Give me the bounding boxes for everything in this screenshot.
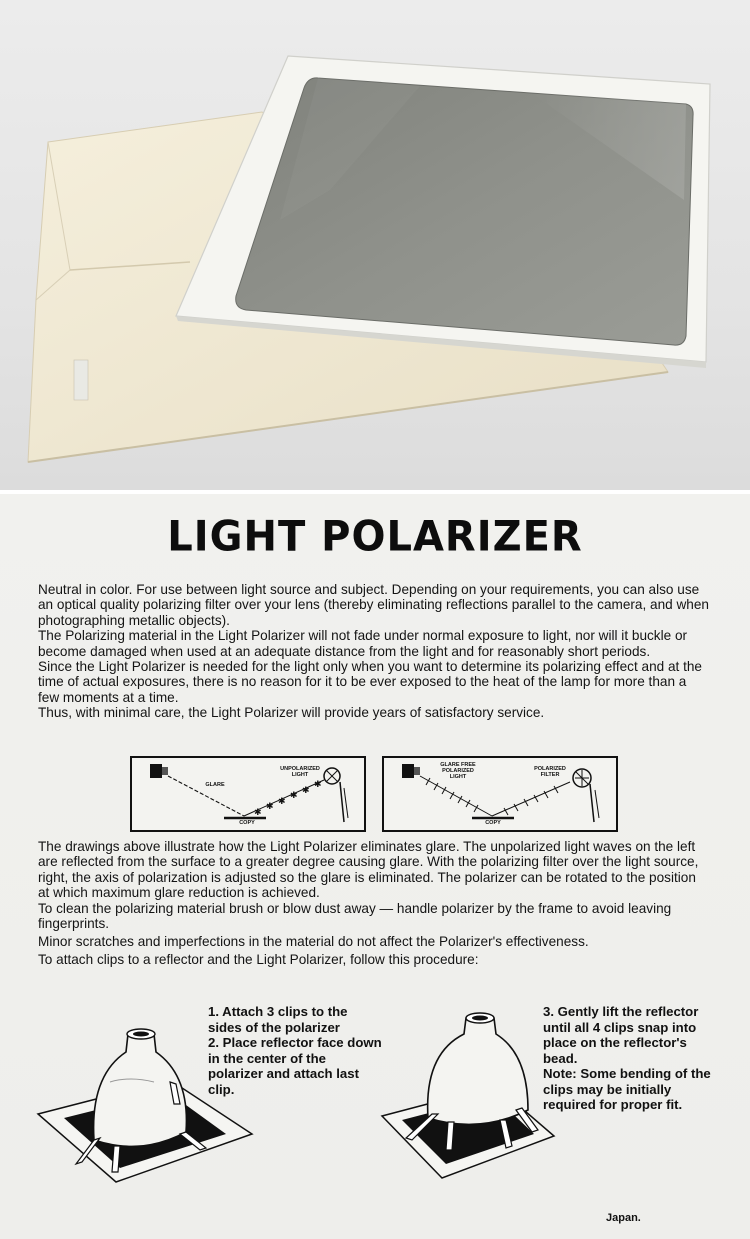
intro-text (38, 582, 710, 721)
glare-free-label: GLARE FREE POLARIZED LIGHT (440, 762, 476, 780)
body-paragraph: To clean the polarizing material brush or blow dust away — handle polarizer by the frame to avoid leaving fingerprints. (38, 900, 672, 932)
origin-label: Japan. (606, 1212, 641, 1224)
step-3: 3. Gently lift the reflector until all 4 clips snap into place on the reflector's bead. (543, 1004, 699, 1066)
camera-lens-icon (414, 767, 420, 775)
intro-paragraph: Thus, with minimal care, the Light Polarizer will provide years of satisfactory service. (38, 705, 545, 721)
intro-paragraph: Neutral in color. For use between light source and subject. Depending on your requirements, you can also use an optical quality polarizing filter over your lens (thereby eliminating reflections parallel to the camera, and when photographing metallic objects). (38, 582, 709, 628)
step-1: 1. Attach 3 clips to the sides of the polarizer (208, 1004, 348, 1035)
svg-text:✱: ✱ (302, 786, 310, 796)
glare-diagram (130, 756, 366, 832)
svg-text:✱: ✱ (266, 802, 274, 812)
camera-icon (402, 764, 414, 778)
product-photo (0, 0, 750, 490)
polarized-diagram (382, 756, 618, 832)
body-paragraph: Minor scratches and imperfections in the material do not affect the Polarizer's effectiveness. (38, 934, 589, 950)
intro-paragraph: Since the Light Polarizer is needed for the light only when you want to determine its polarizing effect and at the time of actual exposures, there is no reason for it to be ever exposed to the heat of the lamp for more than a few moments at a time. (38, 659, 702, 705)
step-2: 2. Place reflector face down in the center of the polarizer and attach last clip. (208, 1035, 382, 1097)
instruction-sheet (0, 494, 750, 1239)
body-paragraph: To attach clips to a reflector and the Light Polarizer, follow this procedure: (38, 951, 479, 967)
svg-text:✱: ✱ (278, 797, 286, 807)
svg-text:✱: ✱ (290, 791, 298, 801)
svg-text:✱: ✱ (314, 780, 322, 790)
camera-lens-icon (162, 767, 168, 775)
sheet-title: LIGHT POLARIZER (167, 512, 583, 562)
camera-icon (150, 764, 162, 778)
reflector-snap-illustration (378, 1010, 558, 1185)
copy-label: COPY (485, 820, 501, 826)
polarized-wave-marks (426, 778, 558, 815)
polarizer-photo-illustration (0, 0, 750, 490)
svg-text:✱: ✱ (254, 808, 262, 818)
intro-paragraph: The Polarizing material in the Light Polarizer will not fade under normal exposure to light, nor will it buckle or become damaged when used at an adequate distance from the light and for reasonably short periods. (38, 628, 688, 659)
steps-left (208, 1004, 383, 1097)
body-text (38, 839, 710, 967)
copy-label: COPY (239, 820, 255, 826)
steps-right (543, 1004, 713, 1113)
body-paragraph: The drawings above illustrate how the Light Polarizer eliminates glare. The unpolarized light waves on the left are reflected from the surface to a greater degree causing glare. With the polarizing filter over the light source, right, the axis of polarization is adjusted so the glare is eliminated. The polarizer can be rotated to the position at which maximum glare reduction is achieved. (38, 839, 699, 901)
glare-label: GLARE (205, 782, 225, 788)
polarizer-frame (176, 56, 710, 368)
polarized-filter-label: POLARIZED FILTER (534, 766, 566, 778)
unpolarized-light-label: UNPOLARIZED LIGHT (280, 766, 320, 778)
note: Note: Some bending of the clips may be initially required for proper fit. (543, 1066, 711, 1112)
